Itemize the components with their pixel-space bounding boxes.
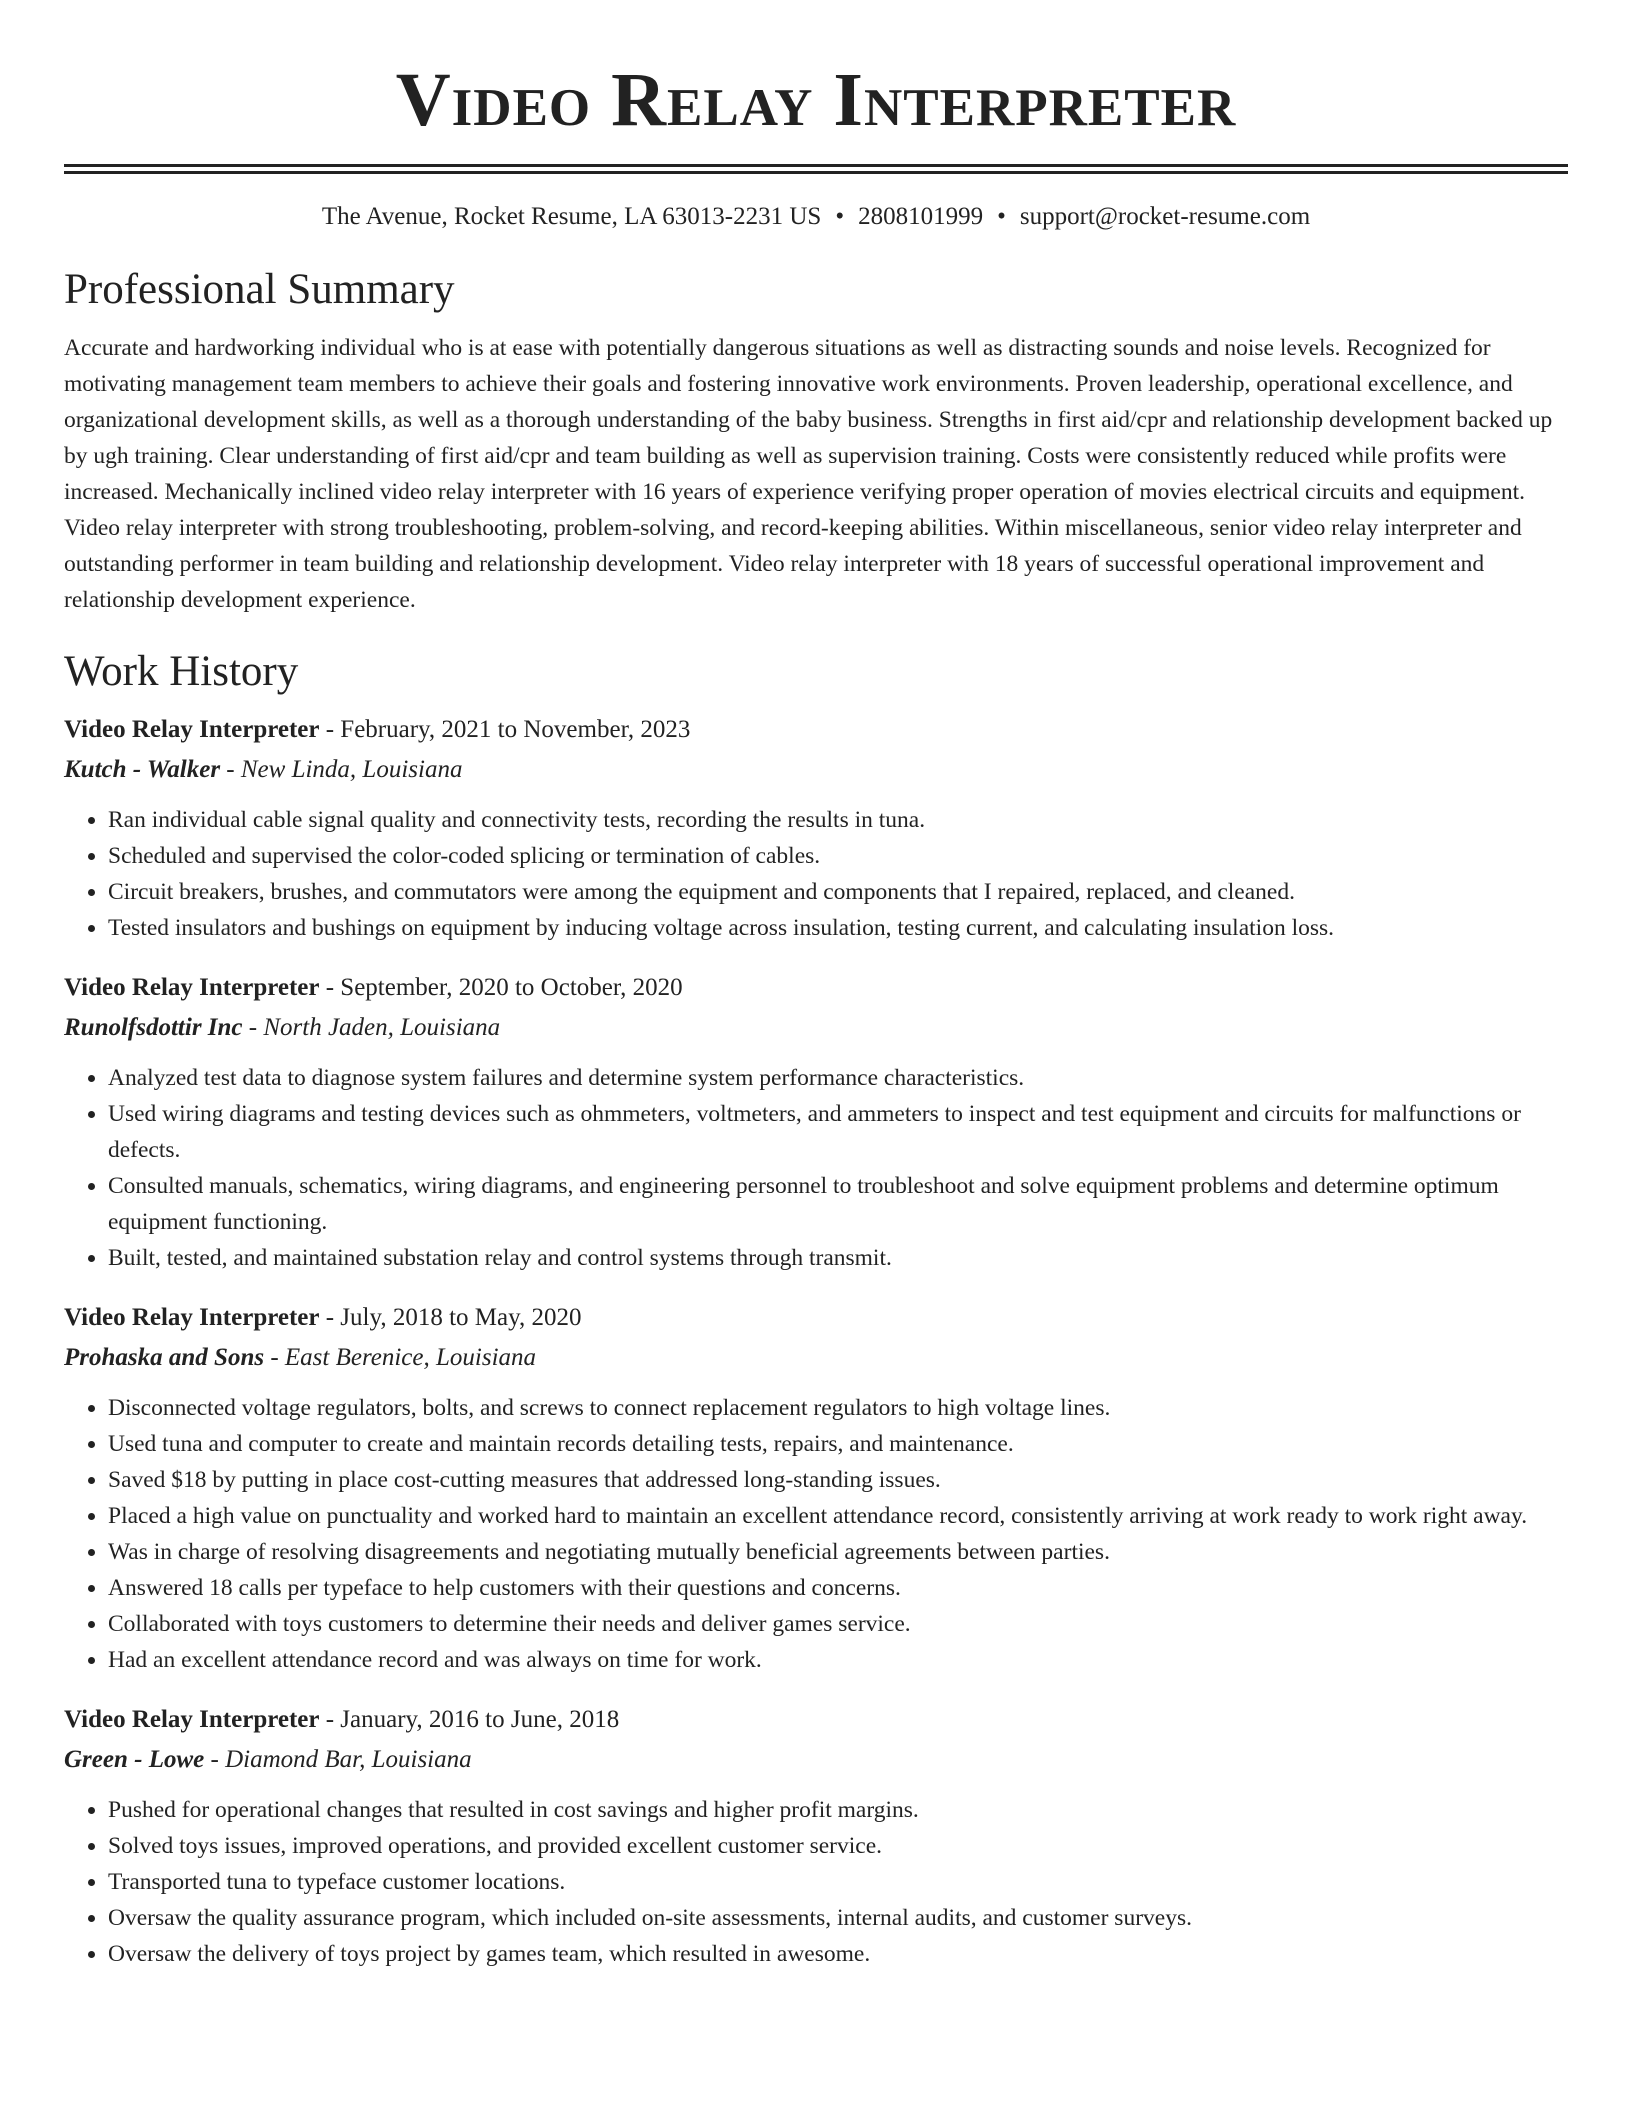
job-entry [64, 1300, 1568, 1678]
contact-separator: • [835, 203, 845, 230]
contact-email: support@rocket-resume.com [1019, 203, 1311, 230]
job-bullet: • Answered 18 calls per typeface to help customers with their questions and concerns. [108, 1570, 1568, 1606]
job-bullet: • Collaborated with toys customers to determine their needs and deliver games service. [108, 1606, 1568, 1642]
resume-title: Video Relay Interpreter [395, 58, 1237, 142]
job-role: Video Relay Interpreter [64, 716, 320, 743]
job-bullet: • Tested insulators and bushings on equipment by inducing voltage across insulation, testing current, and calculating insulation loss. [108, 910, 1568, 946]
job-bullet: • Scheduled and supervised the color-coded splicing or termination of cables. [108, 838, 1568, 874]
job-bullet: • Analyzed test data to diagnose system failures and determine system performance characteristics. [108, 1060, 1568, 1096]
title-double-rule [64, 164, 1568, 174]
job-title-line [64, 1300, 1568, 1336]
job-title-line [64, 970, 1568, 1006]
job-bullet: • Used tuna and computer to create and maintain records detailing tests, repairs, and maintenance. [108, 1426, 1568, 1462]
job-bullet: • Placed a high value on punctuality and worked hard to maintain an excellent attendance record, consistently arriving at work ready to work right away. [108, 1498, 1568, 1534]
summary-heading: Professional Summary [64, 266, 455, 313]
job-bullet: • Circuit breakers, brushes, and commutators were among the equipment and components that I repaired, replaced, and cleaned. [108, 874, 1568, 910]
job-title-line [64, 1702, 1568, 1738]
job-location: - New Linda, Louisiana [220, 756, 463, 783]
job-bullet: • Used wiring diagrams and testing devices such as ohmmeters, voltmeters, and ammeters to inspect and test equipment and circuits for malfunctions or defects. [108, 1096, 1568, 1168]
job-bullet: • Transported tuna to typeface customer locations. [108, 1864, 1568, 1900]
job-company: Kutch - Walker [64, 756, 221, 783]
job-entry [64, 970, 1568, 1276]
job-role: Video Relay Interpreter [64, 974, 320, 1001]
job-company-line [64, 1742, 1568, 1778]
job-location: - North Jaden, Louisiana [242, 1014, 501, 1041]
job-bullet: • Ran individual cable signal quality and connectivity tests, recording the results in tuna. [108, 802, 1568, 838]
job-location: - East Berenice, Louisiana [264, 1344, 537, 1371]
job-title-line [64, 712, 1568, 748]
contact-separator: • [997, 203, 1006, 230]
job-dates: - January, 2016 to June, 2018 [319, 1706, 620, 1733]
job-bullets [64, 802, 1568, 946]
job-bullet: • Oversaw the delivery of toys project by games team, which resulted in awesome. [108, 1936, 1568, 1972]
job-dates: - July, 2018 to May, 2020 [319, 1304, 582, 1331]
job-company-line [64, 1010, 1568, 1046]
job-entry [64, 1702, 1568, 1972]
contact-line [64, 200, 1568, 234]
job-entry [64, 712, 1568, 946]
job-company-line [64, 1340, 1568, 1376]
job-location: - Diamond Bar, Louisiana [204, 1746, 472, 1773]
job-bullet: • Built, tested, and maintained substation relay and control systems through transmit. [108, 1240, 1568, 1276]
job-bullets [64, 1390, 1568, 1678]
job-bullets [64, 1060, 1568, 1276]
job-company: Prohaska and Sons [64, 1344, 265, 1371]
job-bullet: • Consulted manuals, schematics, wiring diagrams, and engineering personnel to troubleshoot and solve equipment problems and determine optimum equipment functioning. [108, 1168, 1568, 1240]
job-bullet: • Was in charge of resolving disagreements and negotiating mutually beneficial agreements between parties. [108, 1534, 1568, 1570]
job-role: Video Relay Interpreter [64, 1304, 320, 1331]
summary-text: Accurate and hardworking individual who is at ease with potentially dangerous situations as well as distracting sounds and noise levels. Recognized for motivating management team members to achieve their goals and fostering innovative work environments. Proven leadership, operational excellence, and organizational development skills, as well as a thorough understanding of the baby business. Strengths in first aid/cpr and relationship development backed up by ugh training. Clear understanding of first aid/cpr and team building as well as supervision training. Costs were consistently reduced while profits were increased. Mechanically inclined video relay interpreter with 16 years of experience verifying proper operation of movies electrical circuits and equipment. Video relay interpreter with strong troubleshooting, problem-solving, and record-keeping abilities. Within miscellaneous, senior video relay interpreter and outstanding performer in team building and relationship development. Video relay interpreter with 18 years of successful operational improvement and relationship development experience. [64, 335, 1553, 613]
job-bullet: • Disconnected voltage regulators, bolts, and screws to connect replacement regulators to high voltage lines. [108, 1390, 1568, 1426]
job-role: Video Relay Interpreter [64, 1706, 320, 1733]
job-company-line [64, 752, 1568, 788]
job-bullet: • Solved toys issues, improved operations, and provided excellent customer service. [108, 1828, 1568, 1864]
contact-address: The Avenue, Rocket Resume, LA 63013-2231 US [321, 203, 822, 230]
job-bullet: • Pushed for operational changes that resulted in cost savings and higher profit margins. [108, 1792, 1568, 1828]
job-dates: - September, 2020 to October, 2020 [319, 974, 683, 1001]
job-bullet: • Had an excellent attendance record and was always on time for work. [108, 1642, 1568, 1678]
contact-phone: 2808101999 [858, 203, 984, 230]
job-bullet: • Saved $18 by putting in place cost-cutting measures that addressed long-standing issues. [108, 1462, 1568, 1498]
job-bullets [64, 1792, 1568, 1972]
work-history-heading: Work History [64, 648, 299, 695]
job-company: Green - Lowe [64, 1746, 205, 1773]
job-bullet: • Oversaw the quality assurance program, which included on-site assessments, internal audits, and customer surveys. [108, 1900, 1568, 1936]
job-company: Runolfsdottir Inc [64, 1014, 243, 1041]
job-dates: - February, 2021 to November, 2023 [319, 716, 691, 743]
